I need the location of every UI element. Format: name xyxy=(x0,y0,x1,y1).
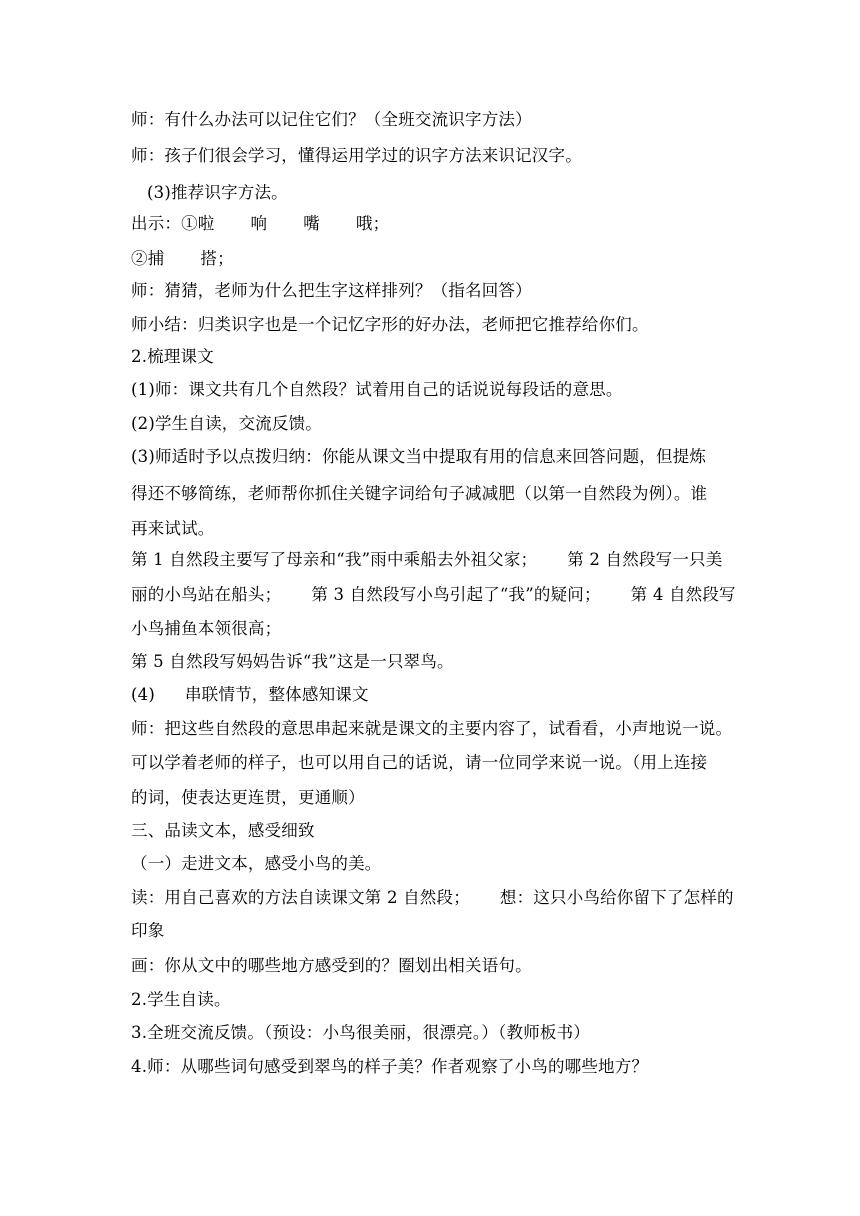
text-line: 画：你从文中的哪些地方感受到的？圈划出相关语句。 xyxy=(131,956,532,975)
text-line xyxy=(131,248,741,270)
text-line: (3)师适时予以点拨归纳：你能从课文当中提取有用的信息来回答问题，但提炼 xyxy=(131,447,707,466)
text-span: 哦； xyxy=(355,214,390,233)
text-line: 再来试试。 xyxy=(131,519,215,538)
text-line: 的词，使表达更连贯，更通顺） xyxy=(131,788,365,807)
text-line: (3)推荐识字方法。 xyxy=(147,183,288,202)
text-span: 嘴 xyxy=(303,214,320,233)
text-line: 小鸟捕鱼本领很高； xyxy=(131,619,282,638)
text-line: 师：猜猜，老师为什么把生字这样排列？（指名回答） xyxy=(131,281,532,300)
text-line: (1)师：课文共有几个自然段？试着用自己的话说说每段话的意思。 xyxy=(131,380,623,399)
text-line: 师：孩子们很会学习，懂得运用学过的识字方法来识记汉字。 xyxy=(131,146,582,165)
text-line: （一）走进文本，感受小鸟的美。 xyxy=(131,854,382,873)
text-span: 第 1 自然段主要写了母亲和“我”雨中乘船去外祖父家； xyxy=(131,550,538,569)
text-line xyxy=(131,549,741,571)
text-line: 3.全班交流反馈。（预设：小鸟很美丽，很漂亮。）（教师板书） xyxy=(131,1023,590,1042)
text-line: 第 5 自然段写妈妈告诉“我”这是一只翠鸟。 xyxy=(131,652,454,671)
text-span: 搭； xyxy=(200,249,234,268)
text-line: 三、品读文本，感受细致 xyxy=(131,821,315,840)
text-line: 师小结：归类识字也是一个记忆字形的好办法，老师把它推荐给你们。 xyxy=(131,315,649,334)
text-line: 2.梳理课文 xyxy=(131,347,214,366)
text-span: 丽的小鸟站在船头； xyxy=(131,585,282,604)
text-span: 第 4 自然段写 xyxy=(630,585,736,604)
text-line: 可以学着老师的样子，也可以用自己的话说，请一位同学来说一说。（用上连接 xyxy=(131,753,708,772)
text-line: 师：有什么办法可以记住它们？（全班交流识字方法） xyxy=(131,110,532,129)
text-line xyxy=(131,213,741,235)
text-line: (2)学生自读，交流反馈。 xyxy=(131,414,322,433)
text-span: (4) xyxy=(131,685,155,704)
text-span: 串联情节，整体感知课文 xyxy=(184,685,369,704)
text-span: 第 2 自然段写一只美 xyxy=(567,550,723,569)
text-span: 读：用自己喜欢的方法自读课文第 2 自然段； xyxy=(131,888,470,907)
text-line: 印象 xyxy=(131,921,165,940)
text-line: 得还不够简练，老师帮你抓住关键字词给句子减减肥（以第一自然段为例）。谁 xyxy=(131,484,708,503)
text-span: 想：这只小鸟给你留下了怎样的 xyxy=(499,888,734,907)
text-line: 4.师：从哪些词句感受到翠鸟的样子美？作者观察了小鸟的哪些地方？ xyxy=(131,1057,649,1076)
text-line xyxy=(131,887,741,909)
text-span: ②捕 xyxy=(131,249,165,268)
text-line xyxy=(131,684,741,706)
text-span: 响 xyxy=(250,214,268,233)
text-span: 第 3 自然段写小鸟引起了“我”的疑问； xyxy=(311,585,601,604)
text-line xyxy=(131,584,741,606)
text-span: 出示：①啦 xyxy=(131,214,215,233)
text-line: 师：把这些自然段的意思串起来就是课文的主要内容了，试看看，小声地说一说。 xyxy=(131,719,733,738)
text-line: 2.学生自读。 xyxy=(131,990,231,1009)
